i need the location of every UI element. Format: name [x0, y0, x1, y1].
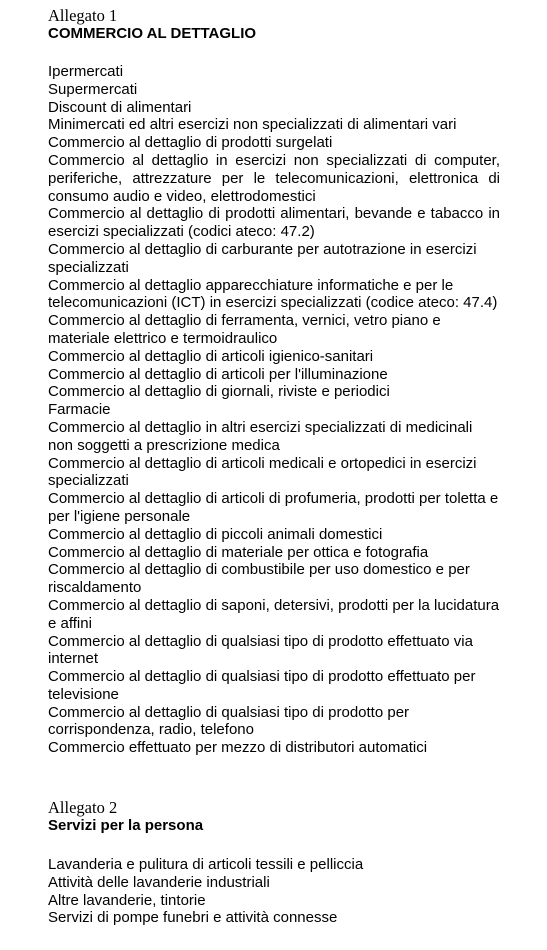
list-item: Lavanderia e pulitura di articoli tessili e pelliccia [48, 856, 364, 874]
list-item: Attività delle lavanderie industriali [48, 873, 270, 891]
allegato-1-section [48, 6, 500, 757]
list-item: Discount di alimentari [48, 98, 192, 116]
list-item: Commercio al dettaglio di qualsiasi tipo di prodotto effettuato via internet [48, 632, 473, 668]
list-item: Commercio al dettaglio di articoli per l'illuminazione [48, 365, 388, 383]
list-item: Altre lavanderie, tintorie [48, 891, 206, 909]
list-item: Commercio al dettaglio di articoli di profumeria, prodotti per toletta e per l'igiene personale [48, 490, 499, 525]
list-item: Commercio al dettaglio di prodotti surgelati [48, 134, 333, 152]
list-item: Commercio al dettaglio di articoli medicali e ortopedici in esercizi specializzati [48, 454, 477, 490]
list-item: Commercio al dettaglio di combustibile per uso domestico e per riscaldamento [48, 561, 470, 597]
list-item: Commercio al dettaglio in altri esercizi specializzati di medicinali non soggetti a prescrizione medica [48, 418, 473, 454]
list-item: Servizi di pompe funebri e attività connesse [48, 909, 338, 927]
list-item: Commercio al dettaglio di carburante per autotrazione in esercizi specializzati [48, 240, 477, 276]
allegato-1-label: Allegato 1 [48, 6, 118, 25]
list-item: Commercio al dettaglio di ferramenta, vernici, vetro piano e materiale elettrico e termoidraulico [48, 312, 441, 347]
list-item: Commercio effettuato per mezzo di distributori automatici [48, 739, 428, 757]
list-item: Commercio al dettaglio in esercizi non specializzati di computer, periferiche, attrezzature per le telecomunicazioni, elettronica di consumo audio e video, elettrodomestici [48, 151, 500, 205]
list-item: Minimercati ed altri esercizi non specializzati di alimentari vari [48, 116, 457, 134]
document-page [48, 6, 500, 927]
list-item: Commercio al dettaglio di articoli igienico-sanitari [48, 347, 374, 365]
allegato-2-label: Allegato 2 [48, 798, 118, 818]
allegato-2-title: Servizi per la persona [48, 817, 204, 835]
list-item: Commercio al dettaglio di qualsiasi tipo di prodotto effettuato per televisione [48, 668, 476, 703]
list-item: Commercio al dettaglio di piccoli animali domestici [48, 525, 383, 543]
list-item: Supermercati [48, 80, 138, 98]
list-item: Commercio al dettaglio di giornali, riviste e periodici [48, 383, 390, 401]
list-item: Farmacie [48, 401, 111, 419]
list-item: Commercio al dettaglio di qualsiasi tipo di prodotto per corrispondenza, radio, telefono [48, 703, 410, 739]
list-item: Commercio al dettaglio di materiale per ottica e fotografia [48, 543, 429, 561]
allegato-1-title: COMMERCIO AL DETTAGLIO [48, 25, 257, 42]
list-item: Commercio al dettaglio apparecchiature informatiche e per le telecomunicazioni (ICT) in esercizi specializzati (codice ateco: 47.4) [48, 276, 498, 312]
allegato-1-list [48, 63, 500, 757]
list-item: Commercio al dettaglio di saponi, detersivi, prodotti per la lucidatura e affini [48, 596, 500, 632]
list-item: Ipermercati [48, 63, 124, 80]
list-item: Commercio al dettaglio di prodotti alimentari, bevande e tabacco in esercizi specializzati (codici ateco: 47.2) [48, 205, 500, 241]
allegato-2-section [48, 798, 500, 927]
allegato-2-list [48, 856, 500, 927]
